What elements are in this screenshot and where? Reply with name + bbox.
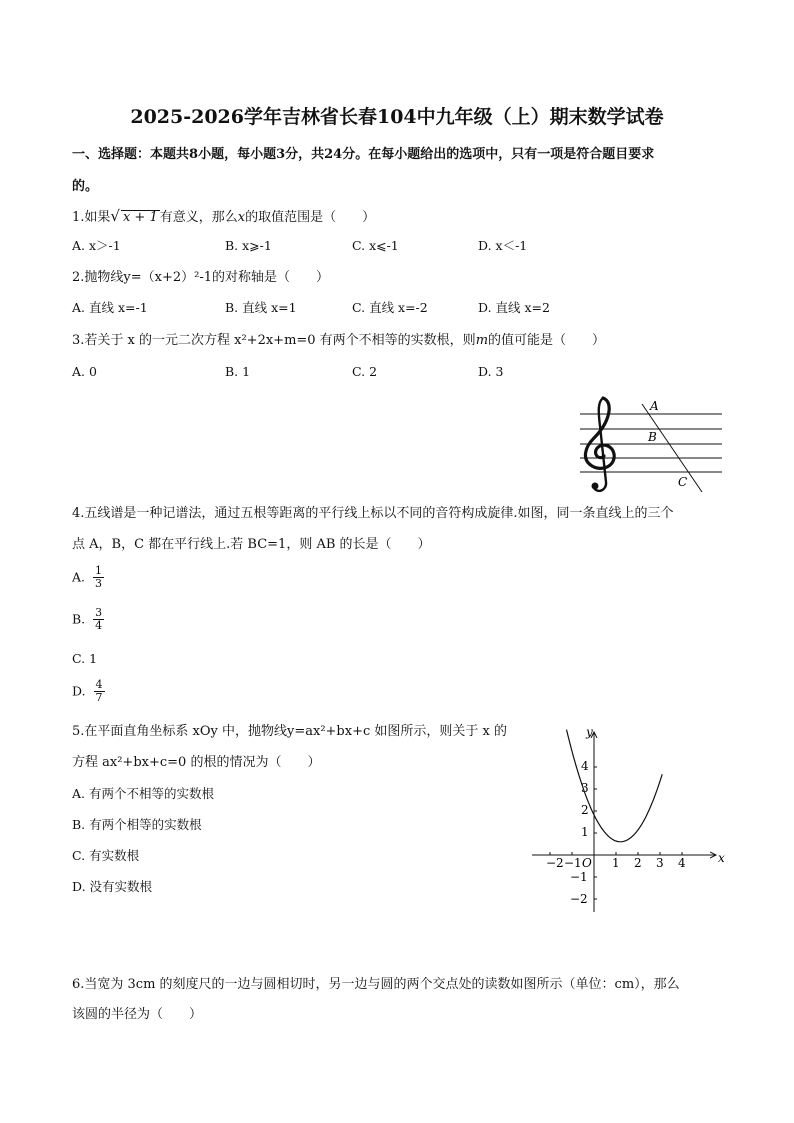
x-tick-label-4: 4 bbox=[678, 856, 686, 870]
q4-option-d: D. $\frac{4}{7}$ bbox=[72, 678, 103, 704]
question-5-line1: 5.在平面直角坐标系 xOy 中，抛物线y=ax²+bx+c 如图所示，则关于 x 的 bbox=[72, 724, 507, 739]
question-1: 1.如果√ x + 1 有意义，那么x的取值范围是（ ） bbox=[72, 207, 376, 225]
page-title: 2025-2026学年吉林省长春104中九年级（上）期末数学试卷 bbox=[130, 106, 664, 128]
q3-option-b: B. 1 bbox=[225, 364, 251, 379]
point-b-label: B bbox=[648, 430, 657, 444]
staff-figure bbox=[576, 396, 726, 496]
x-tick-label-neg1: −1 bbox=[564, 856, 582, 870]
points-total: 24 bbox=[324, 147, 343, 162]
q2-option-d: D. 直线 x=2 bbox=[478, 300, 550, 315]
x-axis-label: x bbox=[718, 851, 725, 865]
q2-option-b: B. 直线 x=1 bbox=[225, 300, 297, 315]
q1-option-d: D. x＜-1 bbox=[478, 238, 528, 253]
point-a-label: A bbox=[650, 399, 659, 413]
q5-option-a: A. 有两个不相等的实数根 bbox=[72, 786, 214, 801]
origin-label: O bbox=[582, 856, 592, 870]
q1-option-a: A. x＞-1 bbox=[72, 238, 121, 253]
q3-option-d: D. 3 bbox=[478, 364, 504, 379]
y-tick-label-neg1: −1 bbox=[570, 870, 588, 884]
question-2: 2.抛物线y=（x+2）²-1的对称轴是（ ） bbox=[72, 270, 330, 285]
q4-option-c: C. 1 bbox=[72, 651, 98, 666]
q5-option-d: D. 没有实数根 bbox=[72, 879, 153, 894]
q4-option-a: A. $\frac{1}{3}$ bbox=[72, 564, 102, 590]
q1-option-b: B. x⩾-1 bbox=[225, 238, 272, 253]
x-tick-label-neg2: −2 bbox=[546, 856, 564, 870]
radicand: x + 1 bbox=[122, 210, 158, 225]
q3-option-a: A. 0 bbox=[72, 364, 97, 379]
q5-option-c: C. 有实数根 bbox=[72, 848, 140, 863]
points-each: 3 bbox=[276, 147, 286, 162]
q1-option-c: C. x⩽-1 bbox=[352, 238, 399, 253]
y-tick-label-neg2: −2 bbox=[570, 892, 588, 906]
y-tick-label-2: 2 bbox=[581, 803, 589, 817]
question-count: 8 bbox=[189, 147, 199, 162]
question-6-line2: 该圆的半径为（ ） bbox=[72, 1007, 203, 1022]
q3-option-c: C. 2 bbox=[352, 364, 378, 379]
x-tick-label-1: 1 bbox=[612, 856, 620, 870]
section-header-cont: 的。 bbox=[72, 179, 99, 194]
section-header: 一、选择题：本题共8小题，每小题3分，共24分。在每小题给出的选项中，只有一项是符合题目要求 bbox=[72, 147, 655, 162]
parabola-graph bbox=[528, 722, 728, 918]
q2-option-a: A. 直线 x=-1 bbox=[72, 300, 148, 315]
q5-option-b: B. 有两个相等的实数根 bbox=[72, 817, 202, 832]
question-5-line2: 方程 ax²+bx+c=0 的根的情况为（ ） bbox=[72, 755, 321, 770]
question-3: 3.若关于 x 的一元二次方程 x²+2x+m=0 有两个不相等的实数根，则m的值可能是（ ） bbox=[72, 333, 606, 348]
question-6-line1: 6.当宽为 3cm 的刻度尺的一边与圆相切时，另一边与圆的两个交点处的读数如图所示（单位：cm），那么 bbox=[72, 977, 680, 992]
point-c-label: C bbox=[678, 475, 688, 489]
y-tick-label-4: 4 bbox=[581, 759, 589, 773]
y-tick-label-1: 1 bbox=[581, 825, 589, 839]
q2-option-c: C. 直线 x=-2 bbox=[352, 300, 428, 315]
x-tick-label-2: 2 bbox=[634, 856, 642, 870]
question-4-line2: 点 A，B，C 都在平行线上.若 BC=1，则 AB 的长是（ ） bbox=[72, 537, 431, 552]
y-axis-label: y bbox=[586, 725, 593, 739]
y-tick-label-3: 3 bbox=[581, 781, 589, 795]
question-4-line1: 4.五线谱是一种记谱法，通过五根等距离的平行线上标以不同的音符构成旋律.如图，同一条直线上的三个 bbox=[72, 506, 674, 521]
x-tick-label-3: 3 bbox=[656, 856, 664, 870]
q4-option-b: B. $\frac{3}{4}$ bbox=[72, 606, 103, 632]
